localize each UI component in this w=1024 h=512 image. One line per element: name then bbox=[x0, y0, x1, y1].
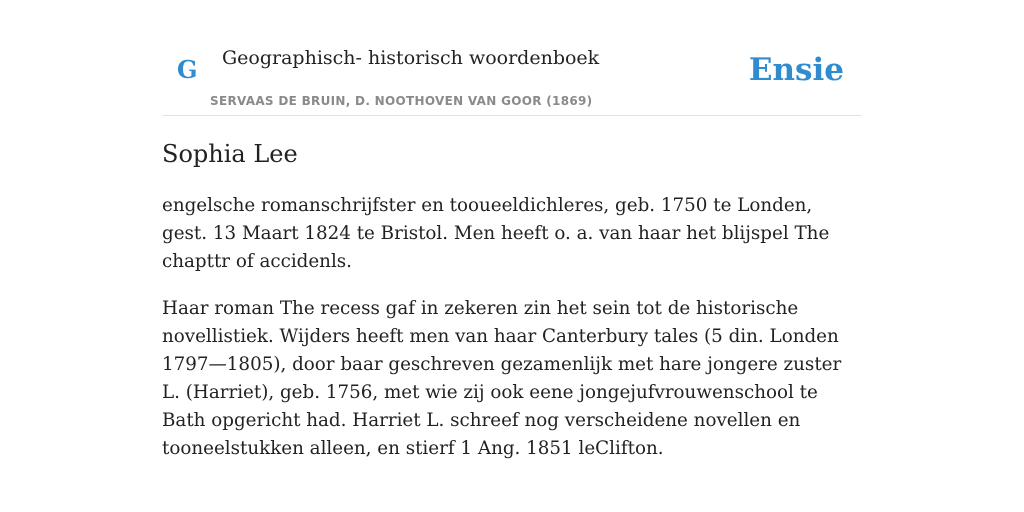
ensie-logo-link[interactable]: Ensie bbox=[748, 52, 844, 88]
entry-body bbox=[162, 192, 852, 482]
book-title-link[interactable]: Geographisch- historisch woordenboek bbox=[222, 47, 600, 69]
entry-paragraph: Haar roman The recess gaf in zekeren zin het sein tot de historische novellistiek. Wijders heeft men van haar Canterbury tales (5 din. Londen 1797—1805), door baar geschreven gezamenlijk met hare jongere zuster L. (Harriet), geb. 1756, met wie zij ook eene jongejufvrouwenschool te Bath opgericht had. Harriet L. schreef nog verscheidene novellen en tooneelstukken alleen, en stierf 1 Ang. 1851 leClifton. bbox=[162, 298, 842, 459]
book-letter-badge[interactable]: G bbox=[177, 55, 198, 84]
book-header bbox=[162, 0, 862, 116]
entry-paragraph: engelsche romanschrijfster en tooueeldichleres, geb. 1750 te Londen, gest. 13 Maart 1824 te Bristol. Men heeft o. a. van haar het blijspel The chapttr of accidenls. bbox=[162, 195, 830, 272]
book-author: SERVAAS DE BRUIN, D. NOOTHOVEN VAN GOOR (1869) bbox=[210, 94, 593, 108]
entry-title: Sophia Lee bbox=[162, 140, 298, 168]
